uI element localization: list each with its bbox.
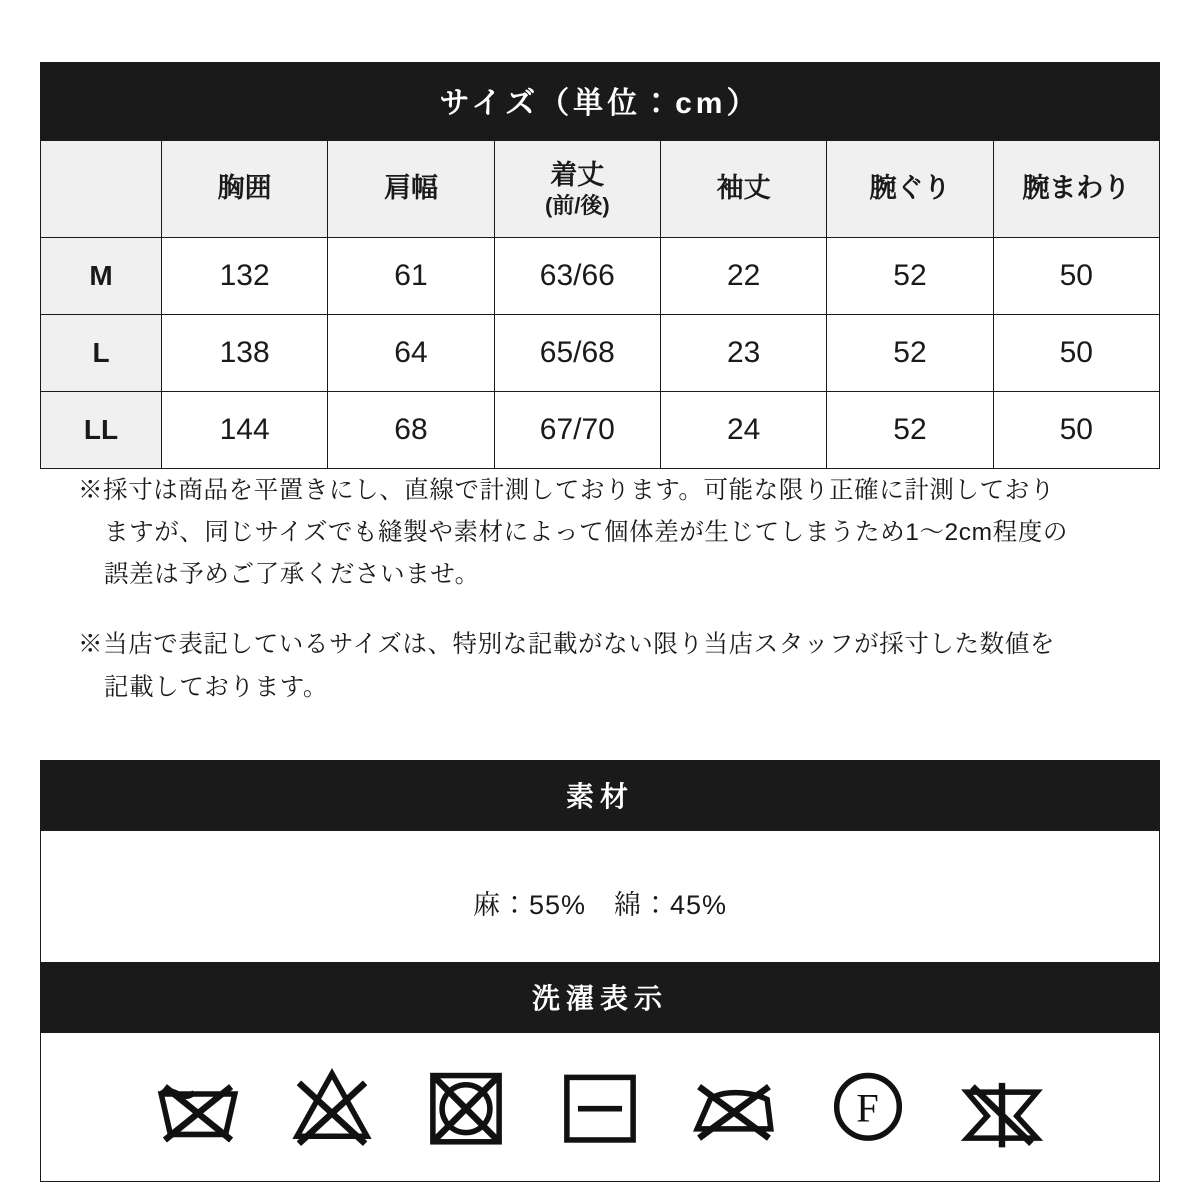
note-measurement-tolerance: ※採寸は商品を平置きにし、直線で計測しております。可能な限り正確に計測しておりますが、同じサイズでも縫製や素材によって個体差が生じてしまうため1〜2cm程度の誤差は予めご了承くださいませ。	[78, 477, 1068, 589]
column-header-armwidth-label: 腕まわり	[1022, 173, 1131, 204]
row-label-l: L	[41, 315, 162, 392]
cell-l-shoulder: 64	[328, 315, 494, 392]
row-label-ll: LL	[41, 392, 162, 469]
measurement-notes	[78, 470, 1078, 709]
size-column-header	[41, 141, 162, 238]
flat-dry-icon	[554, 1059, 646, 1151]
wringing-prohibited-icon	[956, 1059, 1048, 1151]
tumble-dry-prohibited-icon	[420, 1059, 512, 1151]
size-table-body	[41, 238, 1160, 469]
cell-ll-armhole: 52	[827, 392, 993, 469]
size-table-header	[41, 141, 1160, 238]
column-header-chest	[162, 141, 328, 238]
cell-ll-armwidth: 50	[993, 392, 1159, 469]
size-table	[40, 62, 1160, 469]
note-measurement-source: ※当店で表記しているサイズは、特別な記載がない限り当店スタッフが採寸した数値を記載しております。	[78, 631, 1055, 701]
column-header-chest-label: 胸囲	[217, 173, 272, 204]
care-icon-list	[41, 1059, 1159, 1151]
cell-ll-sleeve: 24	[660, 392, 826, 469]
cell-ll-chest: 144	[162, 392, 328, 469]
column-header-sleeve-label: 袖丈	[716, 173, 771, 204]
cell-l-sleeve: 23	[660, 315, 826, 392]
iron-prohibited-icon	[688, 1059, 780, 1151]
cell-l-chest: 138	[162, 315, 328, 392]
cell-m-length: 63/66	[494, 238, 660, 315]
row-label-m: M	[41, 238, 162, 315]
care-body	[41, 1033, 1159, 1181]
table-header-row	[41, 141, 1160, 238]
column-header-sleeve	[660, 141, 826, 238]
dryclean-petroleum-icon	[822, 1059, 914, 1151]
cell-m-armwidth: 50	[993, 238, 1159, 315]
bleaching-prohibited-icon	[286, 1059, 378, 1151]
column-header-shoulder-label: 肩幅	[383, 173, 438, 204]
table-row	[41, 315, 1160, 392]
column-header-shoulder	[328, 141, 494, 238]
material-title: 素材	[41, 761, 1159, 831]
cell-m-chest: 132	[162, 238, 328, 315]
table-row	[41, 238, 1160, 315]
care-panel	[40, 962, 1160, 1182]
cell-m-sleeve: 22	[660, 238, 826, 315]
svg-text:F: F	[856, 1085, 880, 1131]
cell-l-length: 65/68	[494, 315, 660, 392]
size-table-title: サイズ（単位：cm）	[40, 62, 1160, 140]
column-header-armwidth	[993, 141, 1159, 238]
table-row	[41, 392, 1160, 469]
material-text: 麻：55% 綿：45%	[472, 890, 728, 920]
column-header-length-sub: (前/後)	[544, 192, 610, 218]
material-panel	[40, 760, 1160, 979]
size-table-block	[40, 62, 1160, 469]
column-header-length	[494, 141, 660, 238]
cell-ll-length: 67/70	[494, 392, 660, 469]
cell-m-shoulder: 61	[328, 238, 494, 315]
care-title: 洗濯表示	[41, 963, 1159, 1033]
cell-l-armhole: 52	[827, 315, 993, 392]
washing-prohibited-icon	[152, 1059, 244, 1151]
column-header-armhole-label: 腕ぐり	[869, 173, 951, 204]
column-header-armhole	[827, 141, 993, 238]
cell-ll-shoulder: 68	[328, 392, 494, 469]
cell-l-armwidth: 50	[993, 315, 1159, 392]
cell-m-armhole: 52	[827, 238, 993, 315]
column-header-length-label: 着丈	[550, 159, 605, 190]
